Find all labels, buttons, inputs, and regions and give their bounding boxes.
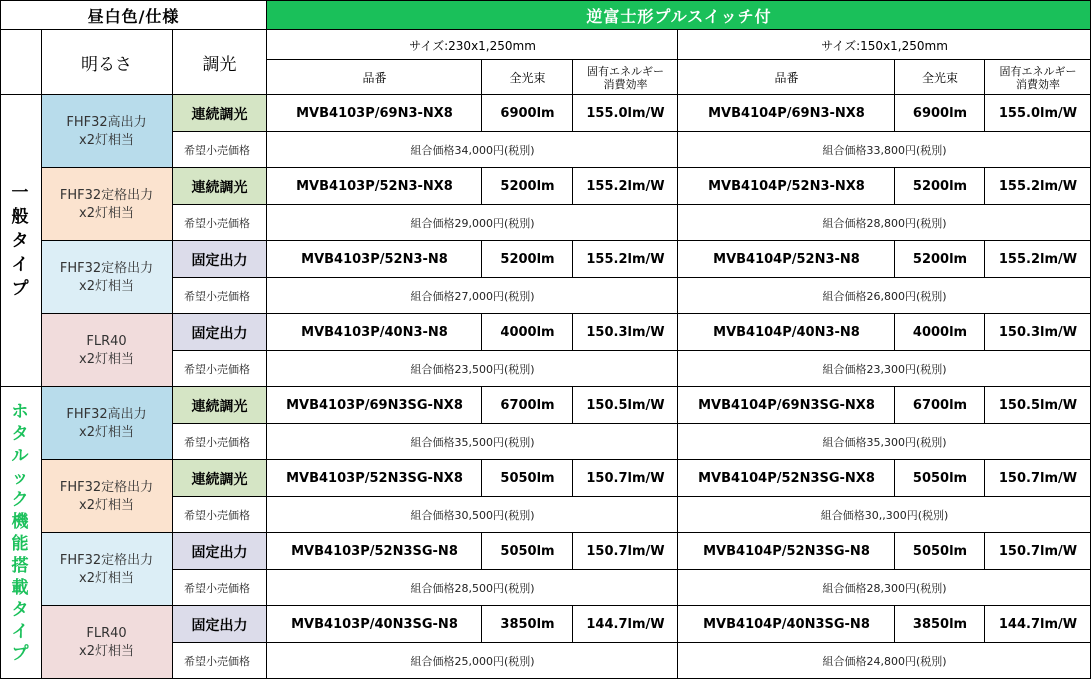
grid-line [984, 387, 985, 424]
price-230: 組合価格23,500円(税別) [410, 363, 535, 376]
price-label: 希望小売価格 [184, 217, 250, 230]
efficiency-150: 155.0lm/W [998, 106, 1078, 121]
grid-line [894, 168, 895, 205]
lamp-equivalent [41, 95, 172, 168]
type-label-char: プ [11, 644, 29, 664]
grid-line [572, 168, 573, 205]
grid-line [172, 642, 1091, 643]
grid-line [894, 95, 895, 132]
grid-line [894, 533, 895, 570]
dimming-type: 固定出力 [172, 241, 267, 278]
model-number-150: MVB4104P/52N3SG-N8 [703, 544, 870, 559]
type-label-char: 能 [11, 534, 29, 554]
model-number-230: MVB4103P/69N3SG-NX8 [286, 398, 463, 413]
grid-line [0, 94, 1091, 95]
grid-line [0, 0, 1, 679]
lamp-equivalent [41, 387, 172, 460]
lamp-equivalent-line2: x2灯相当 [79, 351, 134, 367]
model-number-150: MVB4104P/69N3-NX8 [708, 106, 865, 121]
grid-line [41, 532, 1091, 533]
grid-line [984, 241, 985, 278]
lamp-equivalent [41, 314, 172, 387]
efficiency-150: 155.2lm/W [998, 179, 1078, 194]
grid-line [41, 459, 1091, 460]
grid-line [481, 168, 482, 205]
efficiency-150: 144.7lm/W [998, 617, 1078, 632]
price-label: 希望小売価格 [184, 144, 250, 157]
product-banner: 逆富士形プルスイッチ付 [267, 0, 1091, 30]
price-150: 組合価格30,,300円(税別) [820, 509, 949, 522]
lamp-equivalent [41, 168, 172, 241]
grid-line [481, 460, 482, 497]
grid-line [481, 241, 482, 278]
type-label-char: 載 [11, 578, 29, 598]
price-150: 組合価格35,300円(税別) [822, 436, 947, 449]
model-number-230: MVB4103P/52N3SG-NX8 [286, 471, 463, 486]
model-number-230: MVB4103P/40N3SG-N8 [291, 617, 458, 632]
grid-line [481, 95, 482, 132]
type-label-char: タ [11, 424, 29, 444]
type-label-char: 搭 [11, 556, 29, 576]
grid-line [572, 241, 573, 278]
type-label-char: タ [11, 231, 29, 251]
lumen-230: 5200lm [500, 179, 555, 194]
dimming-type: 固定出力 [172, 533, 267, 570]
lamp-equivalent-line2: x2灯相当 [79, 132, 134, 148]
price-150: 組合価格26,800円(税別) [822, 290, 947, 303]
type-label-char: ッ [11, 468, 29, 488]
lumen-150: 5050lm [912, 471, 968, 486]
grid-line [572, 606, 573, 643]
grid-line [172, 423, 1091, 424]
efficiency-header-line2: 消費効率 [603, 77, 648, 91]
lamp-equivalent-line1: FHF32高出力 [66, 406, 147, 422]
dimming-type: 固定出力 [172, 606, 267, 643]
lumen-230: 4000lm [500, 325, 555, 340]
grid-line [984, 168, 985, 205]
grid-line [172, 204, 1091, 205]
model-header-150: 品番 [774, 71, 799, 85]
efficiency-header-line1: 固有エネルギー [999, 64, 1077, 78]
type-label-char: タ [11, 600, 29, 620]
grid-line [267, 59, 1091, 60]
grid-line [172, 569, 1091, 570]
lamp-equivalent [41, 606, 172, 679]
efficiency-header-150 [985, 60, 1091, 95]
grid-line [894, 606, 895, 643]
price-230: 組合価格34,000円(税別) [410, 144, 535, 157]
dimming-type: 連続調光 [172, 460, 267, 497]
grid-line [481, 314, 482, 351]
grid-line [677, 30, 678, 679]
price-150: 組合価格28,800円(税別) [822, 217, 947, 230]
lamp-equivalent-line1: FLR40 [86, 333, 127, 349]
grid-line [894, 460, 895, 497]
grid-line [172, 277, 1091, 278]
efficiency-header-230 [573, 60, 678, 95]
efficiency-230: 155.2lm/W [586, 179, 665, 194]
lamp-equivalent-line2: x2灯相当 [79, 570, 134, 586]
grid-line [894, 314, 895, 351]
type-label-char: ル [11, 446, 29, 466]
dimming-type: 連続調光 [172, 168, 267, 205]
efficiency-150: 150.5lm/W [998, 398, 1078, 413]
grid-line [266, 30, 267, 679]
efficiency-150: 150.7lm/W [998, 471, 1078, 486]
type-label-char: 般 [11, 207, 29, 227]
spec-label: 昼白色/仕様 [87, 6, 180, 26]
price-label: 希望小売価格 [184, 509, 250, 522]
price-150: 組合価格23,300円(税別) [822, 363, 947, 376]
price-label: 希望小売価格 [184, 582, 250, 595]
grid-line [481, 60, 482, 95]
price-230: 組合価格27,000円(税別) [410, 290, 535, 303]
efficiency-230: 155.0lm/W [586, 106, 665, 121]
grid-line [572, 95, 573, 132]
model-number-150: MVB4104P/40N3-N8 [713, 325, 860, 340]
grid-line [41, 240, 1091, 241]
grid-line [984, 606, 985, 643]
grid-line [41, 30, 42, 679]
price-230: 組合価格28,500円(税別) [410, 582, 535, 595]
lumen-150: 5200lm [912, 252, 968, 267]
lamp-equivalent [41, 533, 172, 606]
type-label-char: 一 [11, 183, 29, 203]
lumen-150: 3850lm [912, 617, 968, 632]
grid-line [481, 606, 482, 643]
grid-line [984, 460, 985, 497]
grid-line [172, 496, 1091, 497]
lumen-150: 6700lm [912, 398, 968, 413]
grid-line [894, 60, 895, 95]
lumen-230: 5050lm [500, 544, 555, 559]
price-150: 組合価格33,800円(税別) [822, 144, 947, 157]
lumen-230: 6900lm [500, 106, 555, 121]
model-number-150: MVB4104P/52N3-NX8 [708, 179, 865, 194]
model-number-150: MVB4104P/69N3SG-NX8 [698, 398, 875, 413]
grid-line [172, 350, 1091, 351]
lamp-equivalent-line1: FHF32定格出力 [59, 479, 154, 495]
efficiency-230: 155.2lm/W [586, 252, 665, 267]
lamp-equivalent [41, 460, 172, 533]
size-230-header: サイズ:230x1,250mm [409, 38, 536, 53]
grid-line [0, 678, 1091, 679]
lamp-equivalent-line2: x2灯相当 [79, 424, 134, 440]
size-150-header: サイズ:150x1,250mm [821, 38, 948, 53]
price-150: 組合価格24,800円(税別) [822, 655, 947, 668]
model-number-230: MVB4103P/69N3-NX8 [296, 106, 453, 121]
grid-line [172, 131, 1091, 132]
lamp-equivalent-line2: x2灯相当 [79, 643, 134, 659]
lumen-150: 5050lm [912, 544, 968, 559]
model-number-150: MVB4104P/52N3SG-NX8 [698, 471, 875, 486]
efficiency-230: 150.7lm/W [586, 471, 665, 486]
efficiency-150: 150.3lm/W [998, 325, 1078, 340]
grid-line [572, 314, 573, 351]
lamp-equivalent-line1: FHF32定格出力 [59, 187, 154, 203]
grid-line [481, 387, 482, 424]
efficiency-230: 150.7lm/W [586, 544, 665, 559]
grid-line [572, 533, 573, 570]
lumen-230: 5200lm [500, 252, 555, 267]
efficiency-150: 150.7lm/W [998, 544, 1078, 559]
lumen-230: 6700lm [500, 398, 555, 413]
price-230: 組合価格35,500円(税別) [410, 436, 535, 449]
grid-line [481, 533, 482, 570]
grid-line [41, 605, 1091, 606]
model-number-230: MVB4103P/52N3SG-N8 [291, 544, 458, 559]
grid-line [0, 29, 1091, 30]
grid-line [984, 60, 985, 95]
grid-line [572, 387, 573, 424]
grid-line [894, 387, 895, 424]
lamp-equivalent-line2: x2灯相当 [79, 205, 134, 221]
grid-line [172, 30, 173, 679]
grid-line [572, 460, 573, 497]
efficiency-230: 150.3lm/W [586, 325, 665, 340]
dimming-type: 連続調光 [172, 95, 267, 132]
efficiency-150: 155.2lm/W [998, 252, 1078, 267]
model-number-230: MVB4103P/40N3-N8 [301, 325, 448, 340]
price-label: 希望小売価格 [184, 436, 250, 449]
grid-line [894, 241, 895, 278]
grid-line [0, 0, 1091, 1]
price-label: 希望小売価格 [184, 363, 250, 376]
grid-line [41, 313, 1091, 314]
lamp-equivalent-line1: FHF32高出力 [66, 114, 147, 130]
type-label-char: プ [11, 279, 29, 299]
lumen-150: 5200lm [912, 179, 968, 194]
type-label-char: イ [11, 622, 29, 642]
price-label: 希望小売価格 [184, 290, 250, 303]
lumen-230: 3850lm [500, 617, 555, 632]
grid-line [984, 533, 985, 570]
efficiency-header-line2: 消費効率 [1016, 77, 1060, 91]
lumen-header-230: 全光束 [509, 71, 546, 85]
lamp-equivalent-line1: FHF32定格出力 [59, 260, 154, 276]
lumen-150: 4000lm [912, 325, 968, 340]
efficiency-230: 150.5lm/W [586, 398, 665, 413]
price-150: 組合価格28,300円(税別) [822, 582, 947, 595]
model-number-150: MVB4104P/40N3SG-N8 [703, 617, 870, 632]
price-label: 希望小売価格 [184, 655, 250, 668]
lamp-equivalent-line1: FLR40 [86, 625, 127, 641]
type-label-char: ホ [11, 402, 29, 422]
lumen-230: 5050lm [500, 471, 555, 486]
type-label-char: ク [11, 490, 29, 510]
grid-line [0, 386, 1091, 387]
price-230: 組合価格30,500円(税別) [410, 509, 535, 522]
model-number-230: MVB4103P/52N3-N8 [301, 252, 448, 267]
dimming-type: 連続調光 [172, 387, 267, 424]
lamp-equivalent-line1: FHF32定格出力 [59, 552, 154, 568]
efficiency-230: 144.7lm/W [586, 617, 665, 632]
price-230: 組合価格25,000円(税別) [410, 655, 535, 668]
lumen-header-150: 全光束 [921, 71, 958, 85]
lamp-equivalent-line2: x2灯相当 [79, 497, 134, 513]
model-number-150: MVB4104P/52N3-N8 [713, 252, 860, 267]
price-230: 組合価格29,000円(税別) [410, 217, 535, 230]
type-label-char: イ [11, 255, 29, 275]
dimming-type: 固定出力 [172, 314, 267, 351]
grid-line [984, 314, 985, 351]
dimming-header: 調光 [202, 55, 237, 75]
grid-line [572, 60, 573, 95]
lamp-equivalent [41, 241, 172, 314]
lamp-equivalent-line2: x2灯相当 [79, 278, 134, 294]
efficiency-header-line1: 固有エネルギー [587, 64, 664, 78]
grid-line [984, 95, 985, 132]
model-header-230: 品番 [362, 71, 387, 85]
grid-line [41, 167, 1091, 168]
lumen-150: 6900lm [912, 106, 968, 121]
model-number-230: MVB4103P/52N3-NX8 [296, 179, 453, 194]
type-label-char: 機 [11, 512, 29, 532]
brightness-header: 明るさ [81, 55, 132, 75]
